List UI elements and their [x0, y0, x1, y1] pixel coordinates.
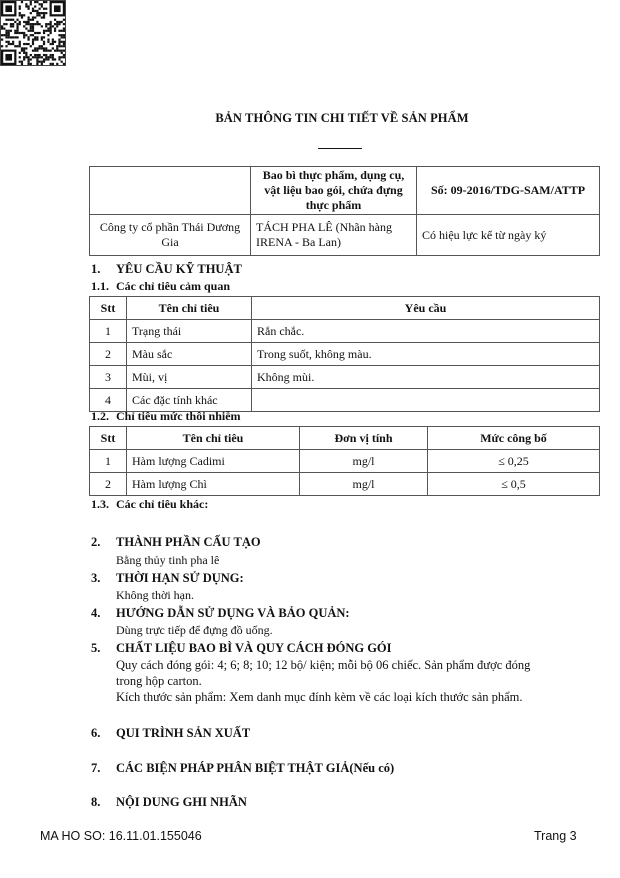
- section-title: THỜI HẠN SỬ DỤNG:: [116, 571, 244, 585]
- table-row: [90, 320, 600, 343]
- table-cell: ≤ 0,25: [428, 450, 600, 473]
- table-cell: Hàm lượng Cadimi: [127, 450, 300, 473]
- section-5-text-line-1: Quy cách đóng gói: 4; 6; 8; 10; 12 bộ/ kiện; mỗi bộ 06 chiếc. Sản phẩm được đóng: [116, 658, 531, 672]
- section-6-heading: [91, 726, 251, 741]
- section-title: YÊU CẦU KỸ THUẬT: [116, 262, 242, 276]
- section-title: Chỉ tiêu mức thôi nhiễm: [116, 409, 241, 423]
- section-number: 4.: [91, 606, 101, 620]
- table-cell: Trong suốt, không màu.: [252, 343, 600, 366]
- section-title: HƯỚNG DẪN SỬ DỤNG VÀ BẢO QUẢN:: [116, 606, 350, 620]
- table-row: [90, 343, 600, 366]
- section-7-heading: [91, 761, 395, 776]
- title-underline: [318, 148, 362, 149]
- section-number: 6.: [91, 726, 101, 740]
- table-cell: 2: [90, 473, 127, 496]
- section-1-3-heading: [91, 497, 209, 512]
- table-cell: mg/l: [300, 450, 428, 473]
- table-cell: 1: [90, 450, 127, 473]
- table-cell: mg/l: [300, 473, 428, 496]
- section-title: NỘI DUNG GHI NHÃN: [116, 795, 247, 809]
- section-title: CÁC BIỆN PHÁP PHÂN BIỆT THẬT GIẢ(Nếu có): [116, 761, 395, 775]
- table-cell: ≤ 0,5: [428, 473, 600, 496]
- sensory-criteria-table: [89, 296, 600, 412]
- section-title: Các chỉ tiêu khác:: [116, 497, 209, 511]
- table-cell: Trạng thái: [127, 320, 252, 343]
- column-header: Tên chỉ tiêu: [127, 297, 252, 320]
- section-2-text: Bằng thủy tinh pha lê: [116, 553, 220, 567]
- section-5-text-line-2: trong hộp carton.: [116, 674, 202, 688]
- header-table: [89, 166, 600, 256]
- table-row: [90, 366, 600, 389]
- section-4-text: Dùng trực tiếp để đựng đồ uống.: [116, 623, 273, 637]
- footer-dossier-code: MA HO SO: 16.11.01.155046: [40, 829, 202, 843]
- section-number: 1.2.: [91, 409, 109, 423]
- header-empty-cell: [90, 167, 251, 215]
- footer-page-number: Trang 3: [534, 829, 577, 843]
- table-cell: 3: [90, 366, 127, 389]
- table-cell: [252, 389, 600, 412]
- company-cell: Công ty cổ phần Thái Dương Gia: [90, 215, 251, 256]
- column-header: Đơn vị tính: [300, 427, 428, 450]
- section-number: 7.: [91, 761, 101, 775]
- section-title: Các chỉ tiêu cảm quan: [116, 279, 230, 293]
- section-number: 1.3.: [91, 497, 109, 511]
- section-5-heading: [91, 641, 392, 656]
- validity-cell: Có hiệu lực kể từ ngày ký: [417, 215, 600, 256]
- section-5-text-line-3: Kích thước sản phẩm: Xem danh mục đính kèm về các loại kích thước sản phẩm.: [116, 690, 523, 704]
- column-header: Tên chỉ tiêu: [127, 427, 300, 450]
- table-cell: 4: [90, 389, 127, 412]
- table-cell: 1: [90, 320, 127, 343]
- section-title: CHẤT LIỆU BAO BÌ VÀ QUY CÁCH ĐÓNG GÓI: [116, 641, 392, 655]
- table-row: [90, 473, 600, 496]
- section-8-heading: [91, 795, 247, 810]
- product-cell: TÁCH PHA LÊ (Nhãn hàng IRENA - Ba Lan): [251, 215, 417, 256]
- section-number: 2.: [91, 535, 101, 549]
- table-cell: Không mùi.: [252, 366, 600, 389]
- product-category-cell: Bao bì thực phẩm, dụng cụ, vật liệu bao gói, chứa đựng thực phẩm: [251, 167, 417, 215]
- qr-code-image: [0, 0, 66, 66]
- section-number: 5.: [91, 641, 101, 655]
- section-1-1-heading: [91, 279, 230, 294]
- section-title: THÀNH PHẦN CẤU TẠO: [116, 535, 261, 549]
- table-cell: Mùi, vị: [127, 366, 252, 389]
- document-title: BẢN THÔNG TIN CHI TIẾT VỀ SẢN PHẨM: [215, 111, 469, 125]
- section-number: 3.: [91, 571, 101, 585]
- section-number: 1.1.: [91, 279, 109, 293]
- column-header: Mức công bố: [428, 427, 600, 450]
- section-number: 8.: [91, 795, 101, 809]
- section-number: 1.: [91, 262, 101, 276]
- section-2-heading: [91, 535, 261, 550]
- column-header: Yêu cầu: [252, 297, 600, 320]
- table-cell: Các đặc tính khác: [127, 389, 252, 412]
- section-title: QUI TRÌNH SẢN XUẤT: [116, 726, 251, 740]
- section-3-text: Không thời hạn.: [116, 588, 195, 602]
- table-cell: Màu sắc: [127, 343, 252, 366]
- table-cell: 2: [90, 343, 127, 366]
- section-3-heading: [91, 571, 244, 586]
- section-1-heading: [91, 262, 242, 277]
- section-4-heading: [91, 606, 350, 621]
- table-cell: Hàm lượng Chì: [127, 473, 300, 496]
- section-1-2-heading: [91, 409, 241, 424]
- table-cell: Rắn chắc.: [252, 320, 600, 343]
- migration-limits-table: [89, 426, 600, 496]
- table-row: [90, 450, 600, 473]
- doc-number-cell: Số: 09-2016/TDG-SAM/ATTP: [417, 167, 600, 215]
- column-header: Stt: [90, 297, 127, 320]
- column-header: Stt: [90, 427, 127, 450]
